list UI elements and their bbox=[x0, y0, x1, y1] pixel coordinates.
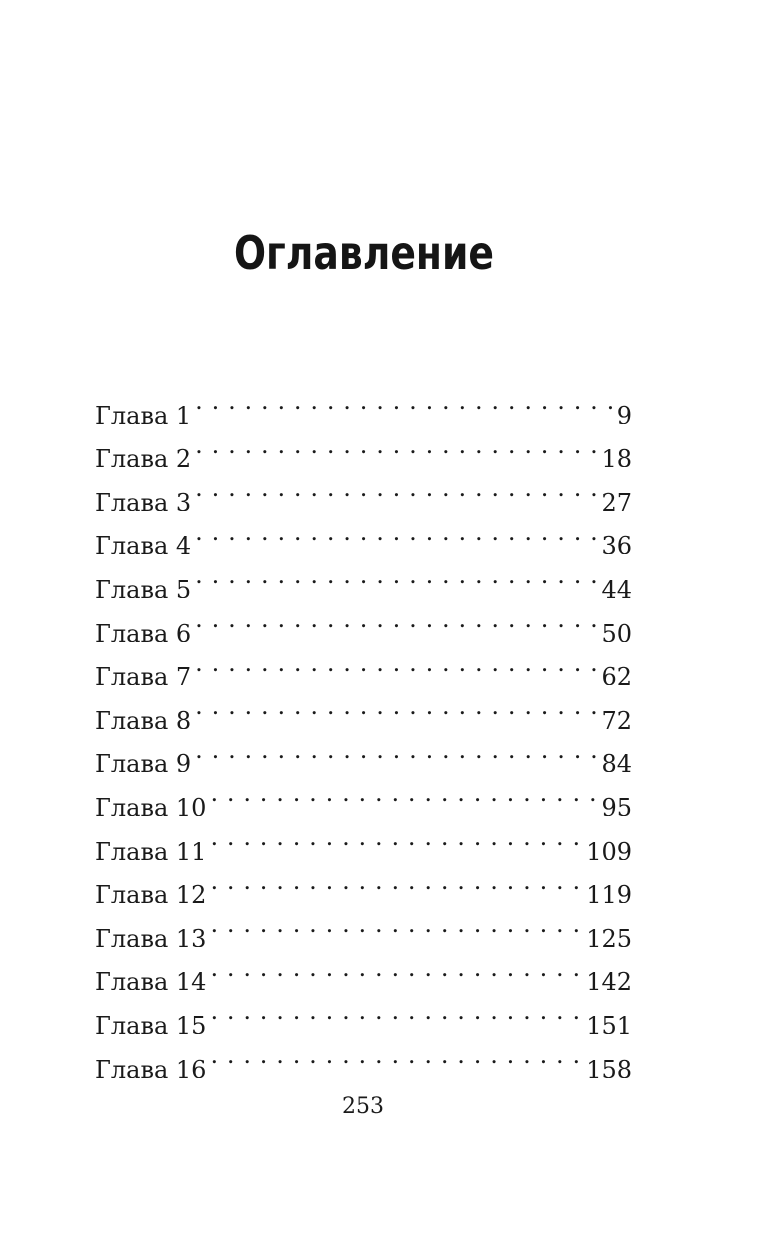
toc-entry-16 bbox=[95, 1034, 632, 1078]
toc-leader-dots bbox=[195, 380, 614, 424]
toc-entry-label: Глава 4 bbox=[95, 532, 192, 555]
toc-entry-2 bbox=[95, 424, 632, 468]
toc-entry-label: Глава 16 bbox=[95, 1055, 207, 1078]
toc-entry-label: Глава 9 bbox=[95, 750, 192, 773]
toc-entry-9 bbox=[95, 729, 632, 773]
toc-entry-page: 44 bbox=[598, 569, 632, 598]
toc-entry-page: 9 bbox=[614, 395, 632, 424]
toc-leader-dots bbox=[195, 729, 598, 773]
toc-entry-label: Глава 2 bbox=[95, 445, 192, 468]
toc-entry-8 bbox=[95, 685, 632, 729]
toc-entry-label: Глава 6 bbox=[95, 619, 192, 642]
toc-leader-dots bbox=[210, 1034, 583, 1078]
toc-entry-page: 84 bbox=[598, 743, 632, 772]
toc-leader-dots bbox=[210, 903, 583, 947]
toc-entry-label: Глава 1 bbox=[95, 401, 192, 424]
toc-entry-page: 158 bbox=[583, 1049, 632, 1078]
toc-entry-label: Глава 7 bbox=[95, 663, 192, 686]
toc-entry-page: 95 bbox=[598, 787, 632, 816]
toc-entry-label: Глава 13 bbox=[95, 924, 207, 947]
toc-leader-dots bbox=[195, 511, 598, 555]
toc-entry-12 bbox=[95, 860, 632, 904]
toc-leader-dots bbox=[195, 424, 598, 468]
toc-entry-label: Глава 15 bbox=[95, 1011, 207, 1034]
toc-leader-dots bbox=[195, 642, 598, 686]
page-title: Оглавление bbox=[233, 226, 495, 280]
toc-leader-dots bbox=[210, 947, 583, 991]
toc-leader-dots bbox=[210, 816, 583, 860]
toc-leader-dots bbox=[195, 554, 598, 598]
page-number: 253 bbox=[342, 1094, 384, 1119]
toc-leader-dots bbox=[210, 772, 598, 816]
toc-leader-dots bbox=[210, 860, 583, 904]
toc-entry-label: Глава 3 bbox=[95, 488, 192, 511]
toc-entry-label: Глава 8 bbox=[95, 706, 192, 729]
toc-entry-6 bbox=[95, 598, 632, 642]
toc-entry-14 bbox=[95, 947, 632, 991]
toc-entry-3 bbox=[95, 467, 632, 511]
toc-entry-5 bbox=[95, 554, 632, 598]
toc-leader-dots bbox=[195, 598, 598, 642]
toc-entry-page: 125 bbox=[583, 918, 632, 947]
toc-entry-4 bbox=[95, 511, 632, 555]
toc-entry-label: Глава 10 bbox=[95, 793, 207, 816]
toc-entry-page: 27 bbox=[598, 482, 632, 511]
toc-entry-1 bbox=[95, 380, 632, 424]
toc-entry-label: Глава 12 bbox=[95, 881, 207, 904]
table-of-contents bbox=[95, 380, 632, 1078]
toc-entry-page: 18 bbox=[598, 438, 632, 467]
toc-entry-label: Глава 11 bbox=[95, 837, 207, 860]
toc-entry-page: 151 bbox=[583, 1005, 632, 1034]
toc-entry-13 bbox=[95, 903, 632, 947]
toc-leader-dots bbox=[210, 990, 583, 1034]
toc-entry-page: 119 bbox=[583, 874, 632, 903]
toc-entry-page: 72 bbox=[598, 700, 632, 729]
toc-entry-page: 62 bbox=[598, 656, 632, 685]
toc-entry-7 bbox=[95, 642, 632, 686]
toc-leader-dots bbox=[195, 685, 598, 729]
toc-entry-10 bbox=[95, 772, 632, 816]
toc-entry-label: Глава 5 bbox=[95, 575, 192, 598]
toc-entry-page: 36 bbox=[598, 525, 632, 554]
toc-entry-label: Глава 14 bbox=[95, 968, 207, 991]
toc-entry-page: 142 bbox=[583, 961, 632, 990]
toc-entry-15 bbox=[95, 990, 632, 1034]
toc-entry-11 bbox=[95, 816, 632, 860]
toc-leader-dots bbox=[195, 467, 598, 511]
toc-entry-page: 109 bbox=[583, 831, 632, 860]
toc-entry-page: 50 bbox=[598, 613, 632, 642]
